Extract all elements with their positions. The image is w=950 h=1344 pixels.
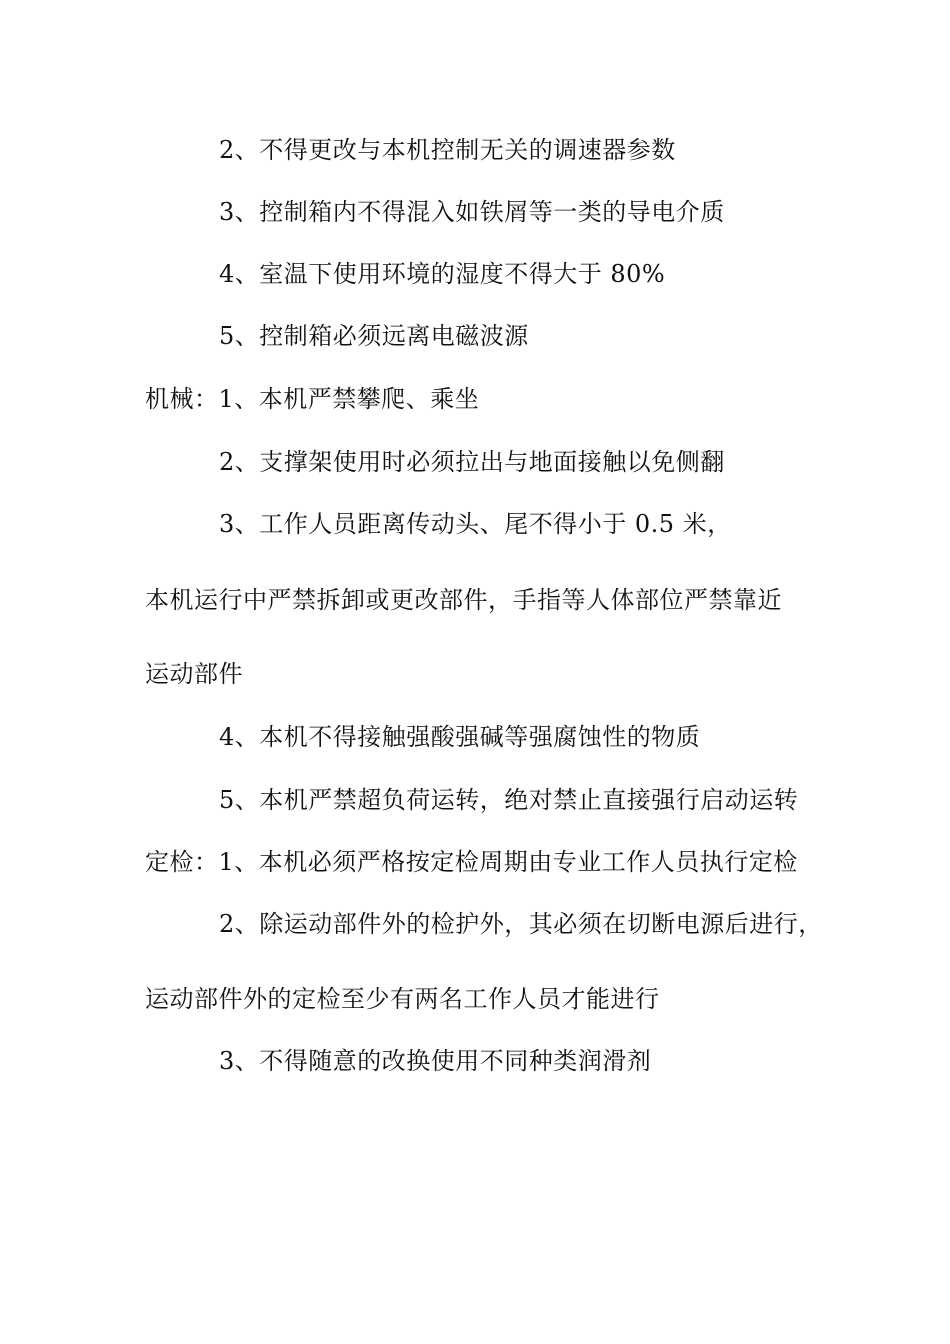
text-line: 3、不得随意的改换使用不同种类润滑剂 xyxy=(219,1047,652,1075)
text-line: 3、工作人员距离传动头、尾不得小于 0.5 米， xyxy=(219,510,732,538)
text-line: 4、本机不得接触强酸强碱等强腐蚀性的物质 xyxy=(219,723,701,751)
text-line: 2、除运动部件外的检护外，其必须在切断电源后进行， xyxy=(219,910,823,938)
text-line: 4、室温下使用环境的湿度不得大于 80% xyxy=(219,260,666,288)
text-line: 本机运行中严禁拆卸或更改部件，手指等人体部位严禁靠近 xyxy=(145,586,782,614)
text-line: 2、支撑架使用时必须拉出与地面接触以免侧翻 xyxy=(219,448,725,476)
text-line: 2、不得更改与本机控制无关的调速器参数 xyxy=(219,136,676,164)
text-line: 运动部件外的定检至少有两名工作人员才能进行 xyxy=(145,985,660,1013)
section-heading-line: 定检：1、本机必须严格按定检周期由专业工作人员执行定检 xyxy=(145,848,798,876)
text-line: 3、控制箱内不得混入如铁屑等一类的导电介质 xyxy=(219,198,725,226)
text-line: 5、本机严禁超负荷运转，绝对禁止直接强行启动运转 xyxy=(219,786,799,814)
text-line: 5、控制箱必须远离电磁波源 xyxy=(219,322,529,350)
section-heading-line: 机械：1、本机严禁攀爬、乘坐 xyxy=(145,385,480,413)
text-line: 运动部件 xyxy=(145,660,243,688)
